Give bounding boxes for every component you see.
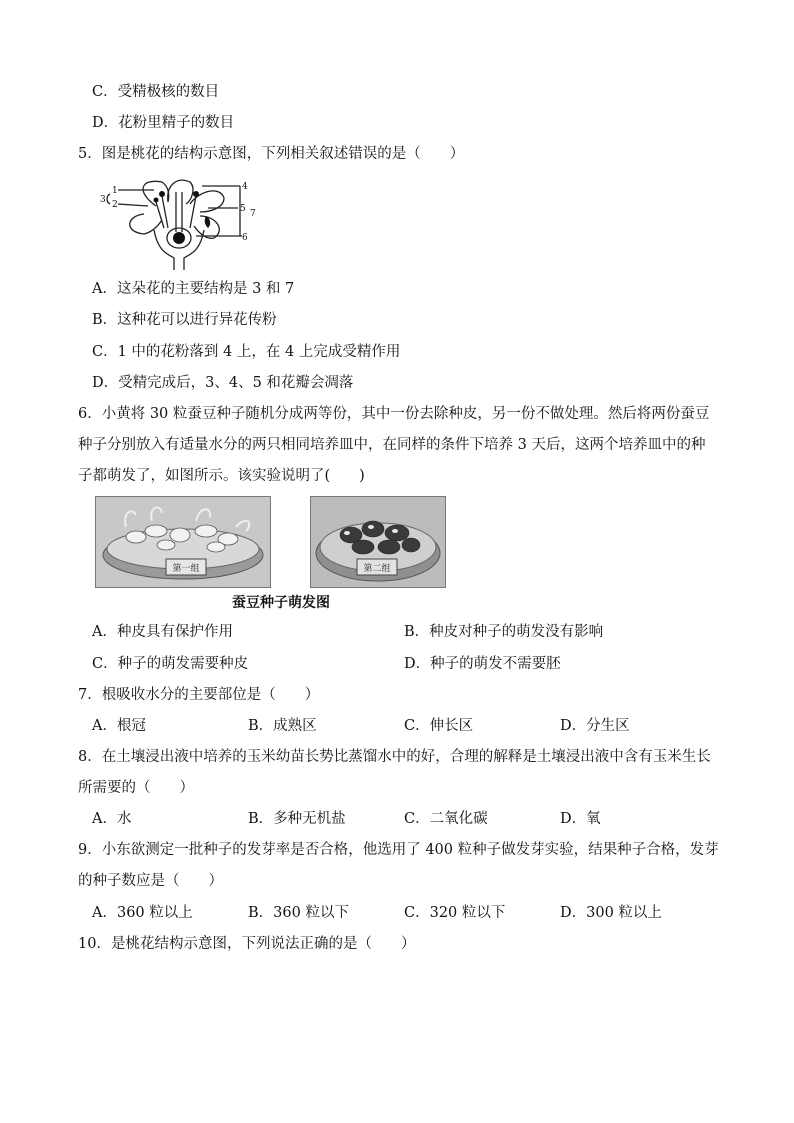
- q8-option-d: D．氧: [560, 811, 601, 827]
- q9-option-b: B．360 粒以下: [248, 905, 349, 921]
- q6-stem-line3: 子都萌发了，如图所示。该实验说明了( ): [78, 468, 365, 484]
- q8-option-b: B．多种无机盐: [248, 811, 346, 827]
- q6-option-b: B．种皮对种子的萌发没有影响: [404, 624, 604, 640]
- q8-stem-line2: 所需要的（ ）: [78, 780, 194, 796]
- q7-option-d: D．分生区: [560, 718, 630, 734]
- label-3: 3: [100, 195, 106, 205]
- q7-option-b: B．成熟区: [248, 718, 317, 734]
- q6-stem-line1: 6．小黄将 30 粒蚕豆种子随机分成两等份，其中一份去除种皮，另一份不做处理。然后将两份蚕豆: [78, 406, 710, 422]
- q8-option-a: A．水: [92, 811, 132, 827]
- q8-stem-line1: 8．在土壤浸出液中培养的玉米幼苗长势比蒸馏水中的好，合理的解释是土壤浸出液中含有玉米生长: [78, 749, 711, 765]
- figure-caption: 蚕豆种子萌发图: [232, 595, 330, 611]
- q9-option-d: D．300 粒以上: [560, 905, 662, 921]
- q9-stem-line1: 9．小东欲测定一批种子的发芽率是否合格，他选用了 400 粒种子做发芽实验，结果种子合格，发芽: [78, 842, 719, 858]
- q5-option-a: A．这朵花的主要结构是 3 和 7: [92, 281, 295, 297]
- q5-option-d: D．受精完成后，3、4、5 和花瓣会凋落: [92, 375, 354, 391]
- q6-option-d: D．种子的萌发不需要胚: [404, 656, 561, 672]
- q8-option-c: C．二氧化碳: [404, 811, 488, 827]
- q6-option-c: C．种子的萌发需要种皮: [92, 656, 249, 672]
- q9-stem-line2: 的种子数应是（ ）: [78, 873, 223, 889]
- label-4: 4: [242, 182, 248, 192]
- q7-option-c: C．伸长区: [404, 718, 474, 734]
- q9-option-a: A．360 粒以上: [92, 905, 193, 921]
- photo-group-two: [310, 496, 446, 588]
- q10-stem: 10．是桃花结构示意图，下列说法正确的是（ ）: [78, 936, 416, 952]
- label-7: 7: [250, 209, 256, 219]
- q9-option-c: C．320 粒以下: [404, 905, 506, 921]
- label-6: 6: [242, 233, 248, 243]
- q6-option-a: A．种皮具有保护作用: [92, 624, 233, 640]
- q7-stem: 7．根吸收水分的主要部位是（ ）: [78, 687, 320, 703]
- label-5: 5: [240, 204, 246, 214]
- q4-option-d: D．花粉里精子的数目: [92, 115, 235, 131]
- label-1: 1: [112, 186, 118, 196]
- peach-flower-diagram: [96, 172, 266, 272]
- label-2: 2: [112, 200, 118, 210]
- q5-stem: 5．图是桃花的结构示意图，下列相关叙述错误的是（ ）: [78, 146, 465, 162]
- q6-stem-line2: 种子分别放入有适量水分的两只相同培养皿中，在同样的条件下培养 3 天后，这两个培养皿中的种: [78, 437, 706, 453]
- q4-option-c: C．受精极核的数目: [92, 84, 220, 100]
- photo-group-one: [95, 496, 271, 588]
- photo-group-two-label: 第二组: [363, 564, 391, 574]
- photo-group-one-label: 第一组: [172, 564, 200, 574]
- q7-option-a: A．根冠: [92, 718, 146, 734]
- q5-option-b: B．这种花可以进行异花传粉: [92, 312, 277, 328]
- q5-option-c: C．1 中的花粉落到 4 上，在 4 上完成受精作用: [92, 344, 401, 360]
